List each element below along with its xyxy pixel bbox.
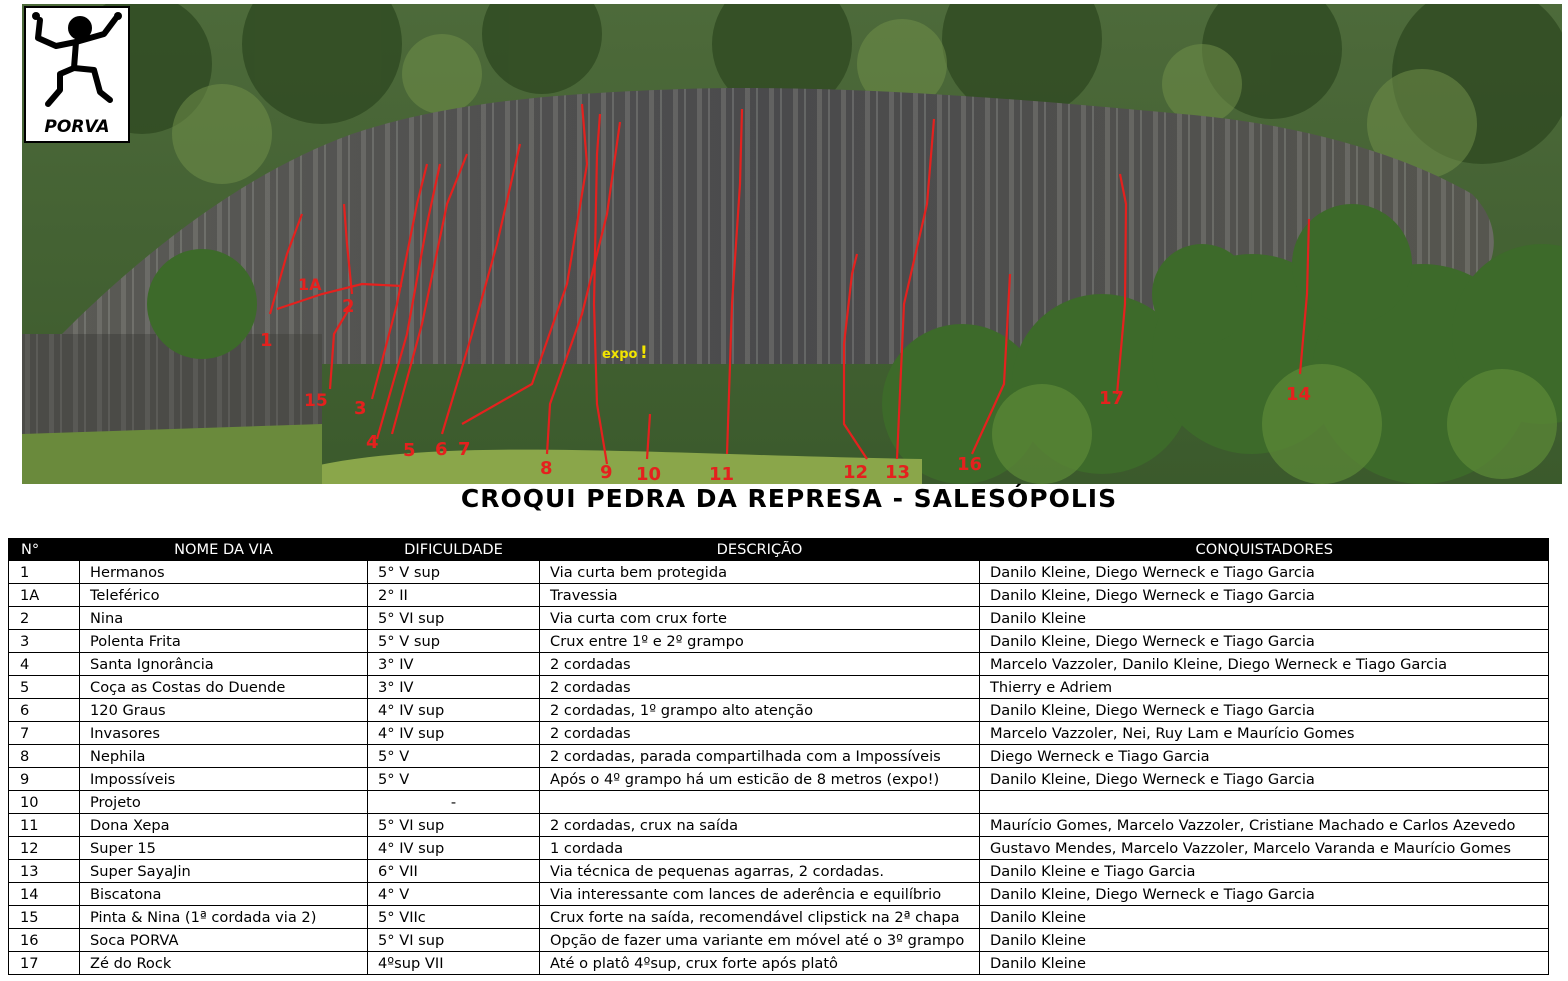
expo-label: expo [602, 347, 638, 362]
route-name: Impossíveis [80, 768, 368, 791]
route-label-15: 15 [304, 391, 328, 411]
route-description: Opção de fazer uma variante em móvel até o 3º grampo [540, 929, 980, 952]
table-row [9, 676, 1549, 699]
route-label-1: 1 [260, 330, 273, 351]
route-name: Pinta & Nina (1ª cordada via 2) [80, 906, 368, 929]
route-description: 2 cordadas, crux na saída [540, 814, 980, 837]
route-name: Polenta Frita [80, 630, 368, 653]
route-label-6: 6 [435, 439, 448, 460]
route-description [540, 791, 980, 814]
route-name: Zé do Rock [80, 952, 368, 975]
table-row [9, 768, 1549, 791]
table-row [9, 561, 1549, 584]
route-description: Crux forte na saída, recomendável clipstick na 2ª chapa [540, 906, 980, 929]
route-climbers: Danilo Kleine [980, 906, 1549, 929]
route-description: Via curta com crux forte [540, 607, 980, 630]
route-description: Via técnica de pequenas agarras, 2 cordadas. [540, 860, 980, 883]
route-name: Hermanos [80, 561, 368, 584]
route-label-5: 5 [403, 440, 416, 461]
route-number: 3 [9, 630, 80, 653]
route-difficulty: - [368, 791, 540, 814]
route-difficulty: 4° IV sup [368, 837, 540, 860]
route-description: Até o platô 4ºsup, crux forte após platô [540, 952, 980, 975]
route-description: 1 cordada [540, 837, 980, 860]
table-body [9, 561, 1549, 975]
route-number: 16 [9, 929, 80, 952]
porva-logo [24, 6, 130, 143]
col-header-name: NOME DA VIA [80, 538, 368, 561]
route-difficulty: 5° VI sup [368, 814, 540, 837]
route-number: 8 [9, 745, 80, 768]
table-row [9, 699, 1549, 722]
route-label-1a: 1A [298, 275, 322, 294]
route-label-9: 9 [600, 462, 613, 483]
route-number: 13 [9, 860, 80, 883]
route-climbers: Danilo Kleine [980, 952, 1549, 975]
route-number: 1 [9, 561, 80, 584]
route-name: Nina [80, 607, 368, 630]
expo-mark: ! [640, 343, 648, 363]
route-climbers: Danilo Kleine e Tiago Garcia [980, 860, 1549, 883]
table-row [9, 607, 1549, 630]
route-description: Após o 4º grampo há um esticão de 8 metros (expo!) [540, 768, 980, 791]
route-name: Super 15 [80, 837, 368, 860]
route-number: 11 [9, 814, 80, 837]
route-climbers: Gustavo Mendes, Marcelo Vazzoler, Marcelo Varanda e Maurício Gomes [980, 837, 1549, 860]
route-climbers: Danilo Kleine [980, 607, 1549, 630]
route-number: 2 [9, 607, 80, 630]
table-row [9, 722, 1549, 745]
route-climbers: Danilo Kleine, Diego Werneck e Tiago Garcia [980, 561, 1549, 584]
route-label-14: 14 [1286, 384, 1312, 405]
route-number: 7 [9, 722, 80, 745]
route-difficulty: 4° V [368, 883, 540, 906]
route-difficulty: 5° VI sup [368, 607, 540, 630]
route-label-11: 11 [709, 464, 735, 484]
route-difficulty: 5° V [368, 745, 540, 768]
table-row [9, 952, 1549, 975]
route-description: Via interessante com lances de aderência e equilíbrio [540, 883, 980, 906]
table-row [9, 745, 1549, 768]
route-climbers: Marcelo Vazzoler, Danilo Kleine, Diego Werneck e Tiago Garcia [980, 653, 1549, 676]
crag-photo [22, 4, 1562, 484]
route-description: Travessia [540, 584, 980, 607]
route-description: 2 cordadas [540, 676, 980, 699]
route-description: Crux entre 1º e 2º grampo [540, 630, 980, 653]
route-difficulty: 4° IV sup [368, 699, 540, 722]
table-row [9, 883, 1549, 906]
table-row [9, 653, 1549, 676]
route-climbers: Maurício Gomes, Marcelo Vazzoler, Cristiane Machado e Carlos Azevedo [980, 814, 1549, 837]
route-difficulty: 5° V sup [368, 630, 540, 653]
table-row [9, 630, 1549, 653]
route-number: 14 [9, 883, 80, 906]
route-name: Super SayaJin [80, 860, 368, 883]
route-name: Invasores [80, 722, 368, 745]
route-climbers: Danilo Kleine [980, 929, 1549, 952]
route-climbers: Danilo Kleine, Diego Werneck e Tiago Garcia [980, 630, 1549, 653]
page-title: CROQUI PEDRA DA REPRESA - SALESÓPOLIS [460, 484, 1118, 513]
route-description: 2 cordadas [540, 722, 980, 745]
route-description: Via curta bem protegida [540, 561, 980, 584]
route-label-8: 8 [540, 458, 553, 479]
route-description: 2 cordadas, parada compartilhada com a Impossíveis [540, 745, 980, 768]
route-difficulty: 4° IV sup [368, 722, 540, 745]
route-description: 2 cordadas, 1º grampo alto atenção [540, 699, 980, 722]
col-header-climbers: CONQUISTADORES [980, 538, 1549, 561]
route-name: Nephila [80, 745, 368, 768]
route-climbers [980, 791, 1549, 814]
route-name: Biscatona [80, 883, 368, 906]
route-name: Projeto [80, 791, 368, 814]
route-label-17: 17 [1099, 388, 1125, 409]
route-climbers: Diego Werneck e Tiago Garcia [980, 745, 1549, 768]
route-name: Dona Xepa [80, 814, 368, 837]
route-label-10: 10 [636, 464, 662, 484]
route-name: Coça as Costas do Duende [80, 676, 368, 699]
route-number: 15 [9, 906, 80, 929]
table-row [9, 837, 1549, 860]
route-label-2: 2 [342, 296, 355, 317]
table-row [9, 906, 1549, 929]
route-difficulty: 5° VI sup [368, 929, 540, 952]
route-label-3: 3 [354, 398, 367, 419]
route-difficulty: 5° V sup [368, 561, 540, 584]
route-climbers: Danilo Kleine, Diego Werneck e Tiago Garcia [980, 883, 1549, 906]
route-difficulty: 5° VIIc [368, 906, 540, 929]
route-name: Santa Ignorância [80, 653, 368, 676]
route-climbers: Thierry e Adriem [980, 676, 1549, 699]
route-number: 1A [9, 584, 80, 607]
crag-illustration [22, 4, 1562, 484]
route-name: Soca PORVA [80, 929, 368, 952]
route-label-16: 16 [957, 454, 983, 475]
logo-text: PORVA [44, 117, 110, 137]
route-number: 12 [9, 837, 80, 860]
route-difficulty: 2° II [368, 584, 540, 607]
route-climbers: Danilo Kleine, Diego Werneck e Tiago Garcia [980, 584, 1549, 607]
route-name: 120 Graus [80, 699, 368, 722]
col-header-difficulty: DIFICULDADE [368, 538, 540, 561]
climber-figure-icon [26, 8, 128, 118]
table-row [9, 791, 1549, 814]
routes-table [8, 538, 1549, 975]
route-number: 4 [9, 653, 80, 676]
route-name: Teleférico [80, 584, 368, 607]
route-climbers: Danilo Kleine, Diego Werneck e Tiago Garcia [980, 768, 1549, 791]
route-climbers: Danilo Kleine, Diego Werneck e Tiago Garcia [980, 699, 1549, 722]
table-row [9, 584, 1549, 607]
route-description: 2 cordadas [540, 653, 980, 676]
route-difficulty: 6° VII [368, 860, 540, 883]
route-label-4: 4 [366, 432, 379, 453]
route-number: 6 [9, 699, 80, 722]
route-label-12: 12 [843, 462, 869, 483]
route-number: 17 [9, 952, 80, 975]
route-number: 9 [9, 768, 80, 791]
route-difficulty: 3° IV [368, 676, 540, 699]
route-label-7: 7 [458, 439, 471, 460]
table-row [9, 929, 1549, 952]
route-label-13: 13 [885, 462, 911, 483]
route-difficulty: 5° V [368, 768, 540, 791]
table-row [9, 814, 1549, 837]
route-difficulty: 3° IV [368, 653, 540, 676]
route-difficulty: 4ºsup VII [368, 952, 540, 975]
table-row [9, 860, 1549, 883]
col-header-description: DESCRIÇÃO [540, 538, 980, 561]
table-header [9, 538, 1549, 561]
col-header-number: N° [9, 538, 80, 561]
route-number: 5 [9, 676, 80, 699]
route-climbers: Marcelo Vazzoler, Nei, Ruy Lam e Maurício Gomes [980, 722, 1549, 745]
route-number: 10 [9, 791, 80, 814]
